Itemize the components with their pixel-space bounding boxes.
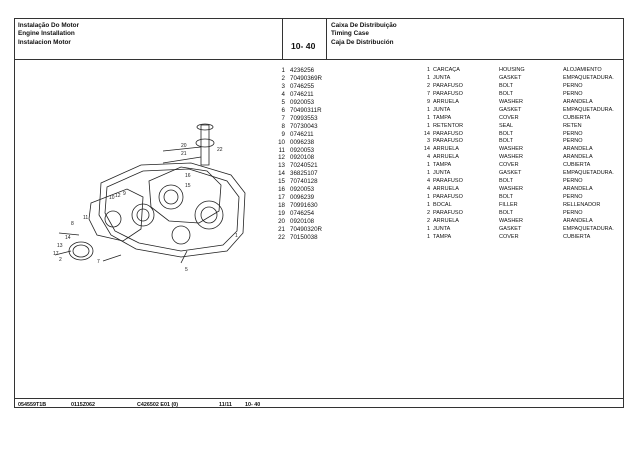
item-number: 1 (281, 67, 285, 74)
item-number: 16 (278, 186, 285, 194)
part-name-en: WASHER (499, 154, 523, 161)
part-number-row (273, 91, 322, 99)
part-name-es: PERNO (563, 178, 583, 185)
item-number: 3 (281, 82, 285, 90)
part-description-row (419, 67, 614, 75)
part-description-row (419, 115, 614, 123)
part-quantity: 1 (426, 233, 430, 240)
item-number: 13 (278, 162, 285, 170)
part-number-row (273, 99, 322, 107)
svg-text:8: 8 (71, 221, 74, 227)
part-description-row (419, 162, 614, 170)
part-quantity: 4 (426, 178, 430, 185)
svg-text:16: 16 (185, 173, 191, 179)
part-name-es: EMPAQUETADURA. (563, 225, 614, 232)
item-number: 12 (278, 154, 285, 162)
part-name-pt: PARAFUSO (433, 194, 463, 200)
svg-text:2: 2 (59, 257, 62, 263)
part-name-es: EMPAQUETADURA. (563, 106, 614, 113)
part-name-en: BOLT (499, 130, 513, 137)
part-name-es: RETEN (563, 122, 582, 129)
part-quantity: 2 (426, 209, 430, 216)
footer-reference: 0115Z062 (71, 402, 95, 408)
item-number: 4 (281, 90, 285, 98)
part-name-en: WASHER (499, 146, 523, 153)
part-description-row (419, 218, 614, 226)
part-number: 0746211 (290, 90, 314, 98)
part-description-row (419, 154, 614, 162)
part-name-en: HOUSING (499, 67, 525, 73)
part-name-pt: CARCAÇA (433, 67, 460, 73)
part-quantity: 1 (426, 122, 430, 129)
part-number: 70991630 (290, 202, 318, 210)
part-name-es: CUBIERTA (563, 114, 591, 121)
part-name-en: FILLER (499, 201, 518, 208)
item-number: 7 (281, 114, 285, 122)
part-number: 0920053 (290, 186, 315, 194)
part-description-row (419, 194, 614, 202)
part-quantity: 1 (426, 162, 430, 169)
exploded-view-drawing (31, 123, 259, 273)
part-name-en: COVER (499, 114, 519, 121)
part-quantity: 7 (426, 90, 430, 97)
part-name-en: BOLT (499, 138, 513, 145)
part-name-en: GASKET (499, 225, 522, 232)
part-number-row (273, 115, 322, 123)
part-description-row (419, 234, 614, 242)
part-number-row (273, 162, 322, 170)
part-name-pt: ARRUELA (433, 98, 459, 105)
part-name-es: CUBIERTA (563, 162, 591, 169)
part-number: 70240521 (290, 162, 318, 170)
item-number: 10 (278, 138, 285, 146)
part-name-pt: BOCAL (433, 201, 452, 208)
item-number: 21 (278, 226, 285, 234)
item-number: 19 (278, 210, 285, 218)
part-quantity: 1 (426, 225, 430, 232)
part-number-row (273, 194, 322, 202)
part-description-row (419, 186, 614, 194)
part-name-pt: PARAFUSO (433, 178, 463, 185)
part-quantity: 4 (426, 154, 430, 161)
sheet-header (15, 19, 623, 60)
part-description-row (419, 138, 614, 146)
part-number-row (273, 154, 322, 162)
part-number-row (273, 131, 322, 139)
part-name-es: ARANDELA (563, 217, 593, 224)
footer-figure: C426502 E01 (0) (137, 402, 179, 408)
svg-text:5: 5 (185, 267, 188, 273)
section-code: 10- 40 (291, 41, 316, 51)
part-name-es: EMPAQUETADURA. (563, 170, 614, 177)
part-description-row (419, 91, 614, 99)
item-number: 22 (278, 234, 285, 242)
part-name-pt: ARRUELA (433, 217, 459, 224)
part-name-en: WASHER (499, 98, 523, 105)
part-name-es: ARANDELA (563, 146, 593, 153)
item-number: 2 (281, 74, 285, 82)
part-quantity: 14 (423, 130, 430, 137)
svg-text:13: 13 (57, 243, 63, 249)
part-description-row (419, 75, 614, 83)
part-number-row (273, 67, 322, 75)
part-name-en: WASHER (499, 186, 523, 193)
part-number: 70993553 (290, 114, 318, 122)
part-name-en: GASKET (499, 170, 522, 177)
part-number: 70730043 (290, 122, 318, 130)
part-quantity: 4 (426, 186, 430, 193)
part-number: 0920053 (290, 146, 315, 154)
filler-neck (201, 125, 209, 165)
item-number: 17 (278, 194, 285, 202)
part-description-row (419, 131, 614, 139)
svg-text:17: 17 (53, 251, 59, 257)
part-name-pt: ARRUELA (433, 186, 459, 193)
part-description-row (419, 178, 614, 186)
part-number: 0920108 (290, 154, 315, 162)
part-quantity: 1 (426, 170, 430, 177)
part-description-row (419, 107, 614, 115)
part-name-es: EMPAQUETADURA. (563, 74, 614, 81)
part-name-es: ARANDELA (563, 154, 593, 161)
header-section (331, 22, 397, 47)
item-number: 20 (278, 218, 285, 226)
section-es: Caja De Distribución (331, 38, 394, 46)
svg-text:7: 7 (97, 259, 100, 265)
part-quantity: 9 (426, 98, 430, 105)
part-number: 70740128 (290, 178, 318, 186)
part-number: 70490369R (290, 74, 322, 82)
title-pt: Instalação Do Motor (18, 22, 80, 29)
part-description-row (419, 202, 614, 210)
part-name-es: PERNO (563, 82, 583, 89)
part-description-row (419, 170, 614, 178)
part-number: 0746211 (290, 130, 314, 138)
svg-text:9: 9 (123, 191, 126, 197)
section-code-box (282, 19, 327, 59)
section-en: Timing Case (331, 30, 369, 38)
part-number: 0746255 (290, 82, 315, 90)
part-name-es: PERNO (563, 194, 583, 200)
footer-page: 10- 40 (245, 402, 261, 408)
part-name-pt: JUNTA (433, 170, 451, 177)
part-name-pt: JUNTA (433, 74, 451, 81)
part-name-es: PERNO (563, 130, 583, 137)
part-description-row (419, 210, 614, 218)
part-number: 0920053 (290, 98, 315, 106)
svg-text:10: 10 (109, 195, 115, 201)
part-name-pt: TAMPA (433, 114, 452, 121)
part-name-es: RELLENADOR (563, 201, 601, 208)
part-name-pt: PARAFUSO (433, 138, 463, 145)
item-number: 18 (278, 202, 285, 210)
part-name-pt: ARRUELA (433, 146, 459, 153)
part-number-row (273, 210, 322, 218)
part-number-row (273, 186, 322, 194)
part-number-row (273, 234, 322, 242)
item-number: 11 (278, 146, 285, 154)
svg-text:12: 12 (115, 193, 121, 199)
part-number-row (273, 107, 322, 115)
svg-text:14: 14 (65, 235, 71, 241)
svg-text:21: 21 (181, 151, 187, 157)
part-number-row (273, 218, 322, 226)
item-number: 14 (278, 170, 285, 178)
part-number: 70150038 (290, 234, 318, 242)
part-number-row (273, 178, 322, 186)
part-name-en: BOLT (499, 90, 513, 97)
part-name-pt: PARAFUSO (433, 130, 463, 137)
part-number-row (273, 139, 322, 147)
part-quantity: 1 (426, 194, 430, 200)
part-name-en: SEAL (499, 122, 514, 129)
part-name-en: COVER (499, 162, 519, 169)
part-quantity: 3 (426, 138, 430, 145)
part-name-en: COVER (499, 233, 519, 240)
part-number-row (273, 147, 322, 155)
part-description-row (419, 226, 614, 234)
part-description-row (419, 83, 614, 91)
header-titles (18, 22, 79, 47)
part-number: 70490311R (290, 106, 322, 114)
svg-text:20: 20 (181, 143, 187, 149)
part-number-row (273, 226, 322, 234)
part-number-list (273, 67, 322, 242)
part-name-pt: TAMPA (433, 162, 452, 169)
item-number: 6 (281, 106, 285, 114)
part-description-list (419, 67, 614, 242)
part-name-en: BOLT (499, 178, 513, 185)
part-name-en: BOLT (499, 82, 513, 89)
parts-sheet (14, 18, 624, 408)
part-quantity: 1 (426, 106, 430, 113)
part-name-en: BOLT (499, 194, 513, 200)
part-number-row (273, 170, 322, 178)
part-name-es: PERNO (563, 90, 583, 97)
part-name-en: BOLT (499, 209, 513, 216)
part-name-es: ALOJAMIENTO (563, 67, 602, 73)
part-description-row (419, 146, 614, 154)
part-description-row (419, 99, 614, 107)
footer-doc-number: 054559T1B (18, 402, 47, 408)
part-number: 0746254 (290, 210, 315, 218)
timing-case-housing (99, 163, 245, 257)
section-pt: Caixa De Distribuição (331, 22, 397, 29)
part-number: 4236256 (290, 67, 315, 74)
part-name-es: PERNO (563, 138, 583, 145)
part-number-row (273, 75, 322, 83)
title-en: Engine Installation (18, 30, 75, 38)
part-number-row (273, 83, 322, 91)
part-description-row (419, 123, 614, 131)
part-name-es: PERNO (563, 209, 583, 216)
part-quantity: 2 (426, 217, 430, 224)
part-name-pt: JUNTA (433, 225, 451, 232)
svg-text:1: 1 (235, 233, 238, 239)
part-name-es: ARANDELA (563, 186, 593, 193)
item-number: 8 (281, 122, 285, 130)
part-name-pt: TAMPA (433, 233, 452, 240)
part-name-en: GASKET (499, 74, 522, 81)
item-number: 5 (281, 98, 285, 106)
part-quantity: 1 (426, 114, 430, 121)
part-number: 70490320R (290, 226, 322, 234)
part-quantity: 1 (426, 201, 430, 208)
part-quantity: 14 (423, 146, 430, 153)
part-name-en: WASHER (499, 217, 523, 224)
svg-text:22: 22 (217, 147, 223, 153)
part-name-pt: JUNTA (433, 106, 451, 113)
part-quantity: 2 (426, 82, 430, 89)
part-name-es: ARANDELA (563, 98, 593, 105)
part-number-row (273, 202, 322, 210)
part-number-row (273, 123, 322, 131)
part-number: 0920108 (290, 218, 315, 226)
title-es: Instalacion Motor (18, 38, 71, 46)
part-quantity: 1 (426, 67, 430, 73)
svg-text:11: 11 (83, 215, 89, 221)
part-number: 0096238 (290, 138, 315, 146)
svg-text:15: 15 (185, 183, 191, 189)
part-name-pt: RETENTOR (433, 122, 464, 129)
part-name-pt: PARAFUSO (433, 82, 463, 89)
part-quantity: 1 (426, 74, 430, 81)
item-number: 15 (278, 178, 285, 186)
part-name-pt: PARAFUSO (433, 90, 463, 97)
part-name-pt: PARAFUSO (433, 209, 463, 216)
part-number: 36825107 (290, 170, 318, 178)
part-name-en: GASKET (499, 106, 522, 113)
part-name-es: CUBIERTA (563, 233, 591, 240)
footer-date: 11/11 (219, 402, 232, 408)
part-name-pt: ARRUELA (433, 154, 459, 161)
item-number: 9 (281, 130, 285, 138)
part-number: 0096239 (290, 194, 315, 202)
sheet-footer (15, 398, 623, 410)
